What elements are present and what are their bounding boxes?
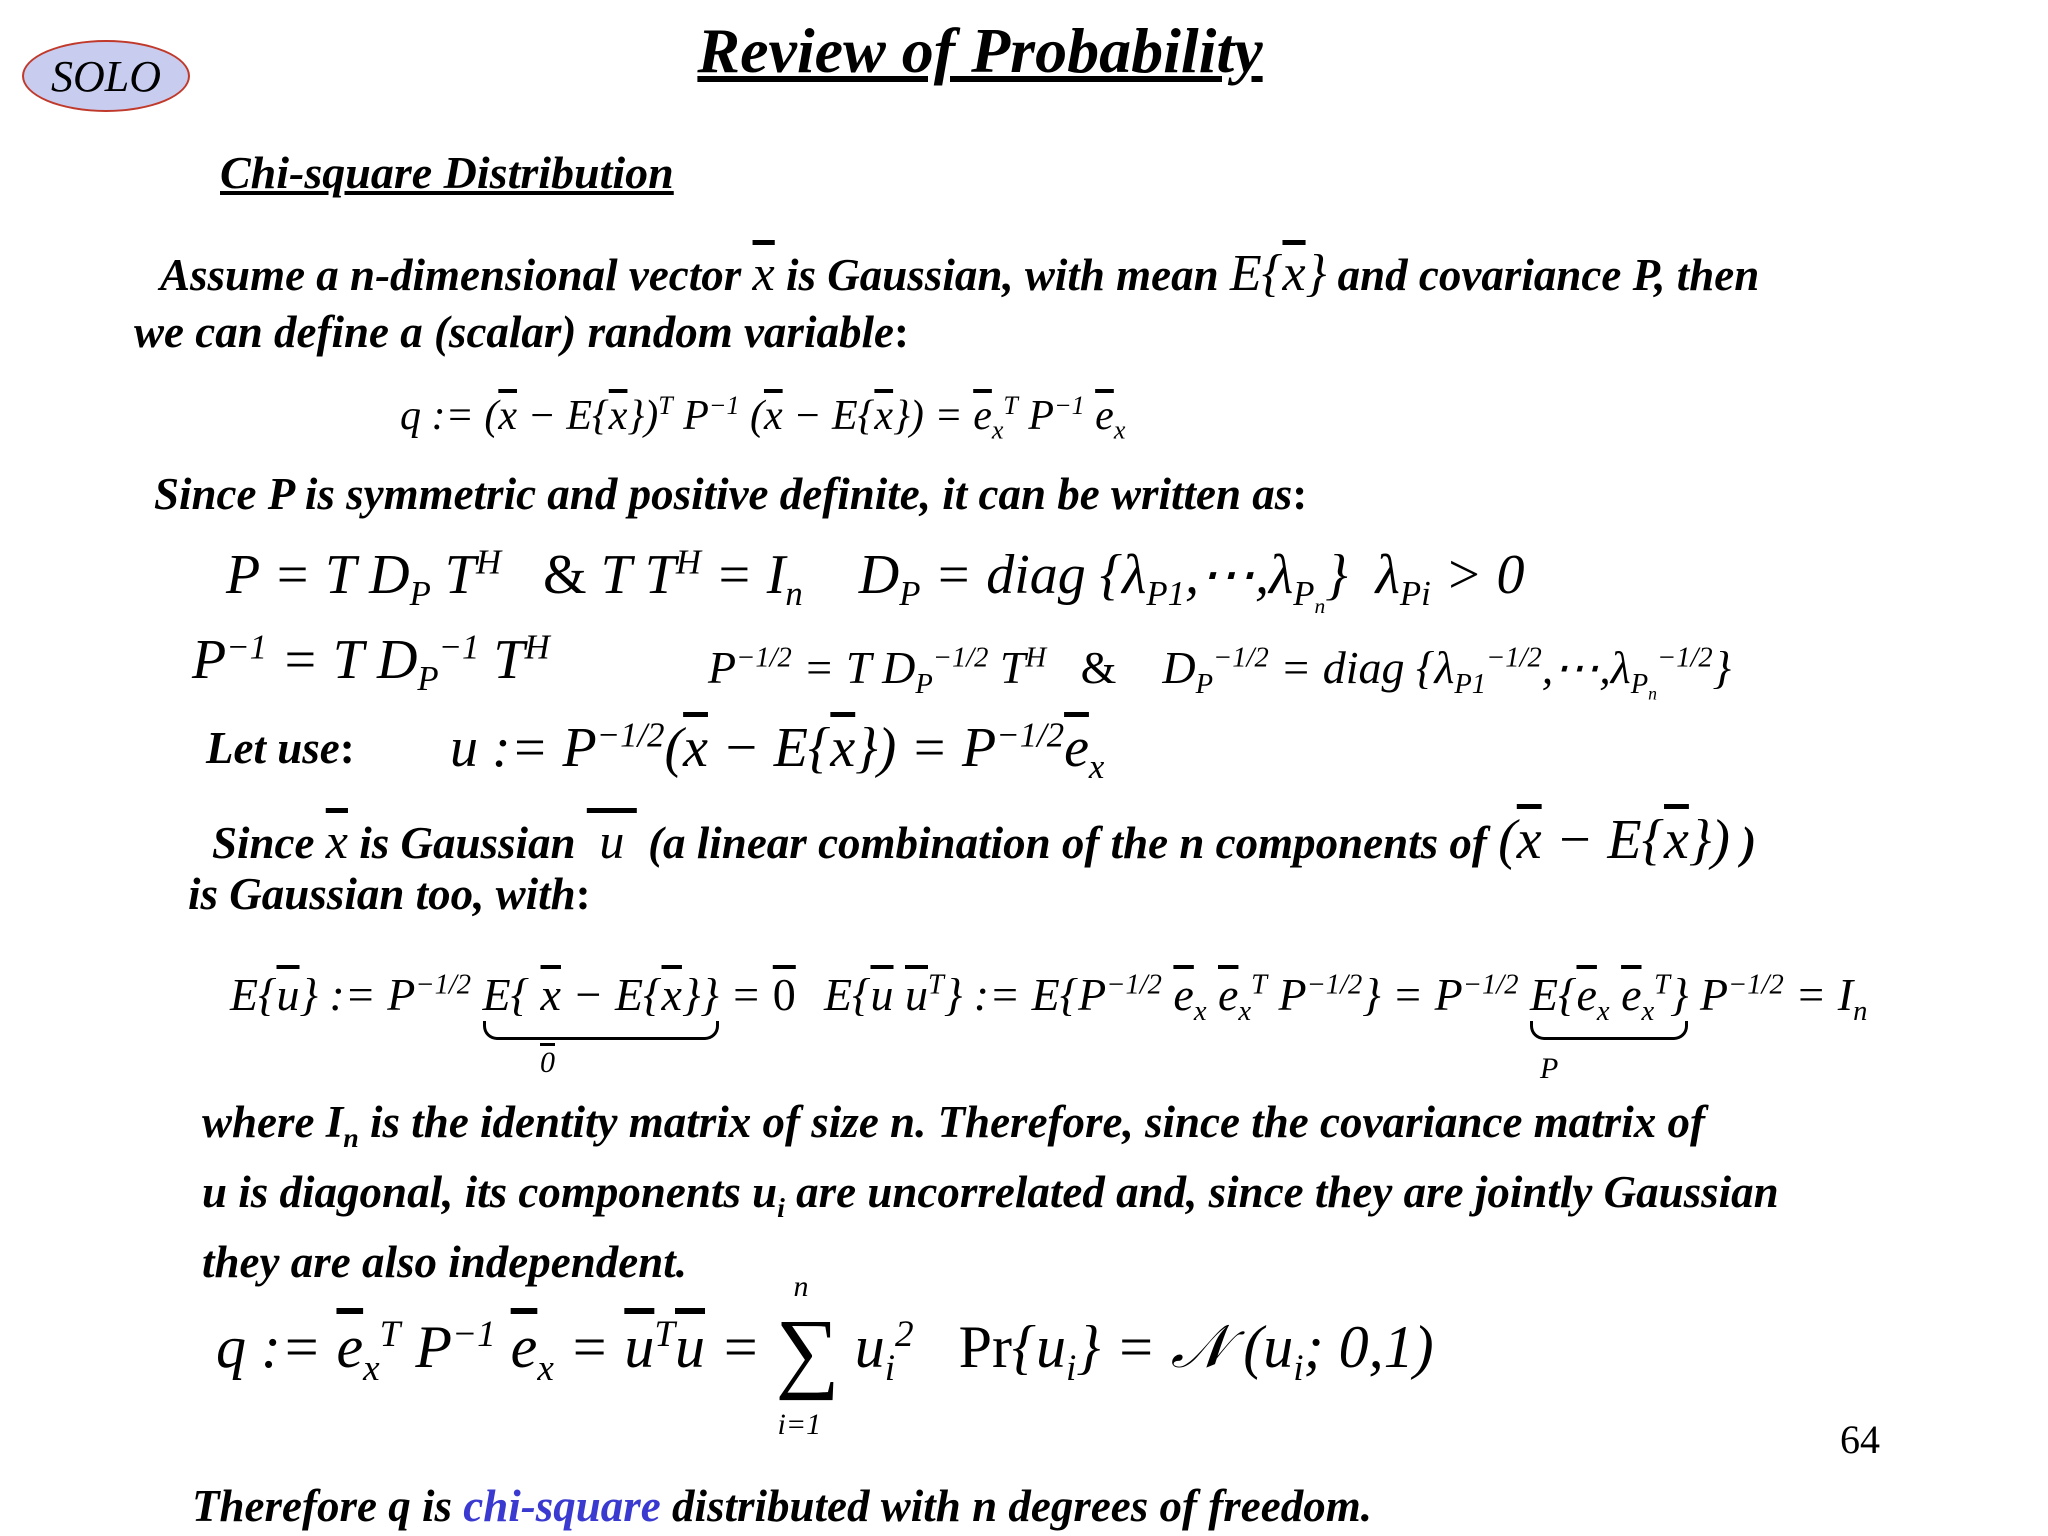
- text-uncorrelated: are uncorrelated and, since they are jointly Gaussian: [784, 1167, 1779, 1217]
- equation-q-sum: q := $\overline{e}_x^T$ $P^{-1}$ $\overline{e}_x = \overline{u}^T\overline{u}$ = ∑ n i=1 $u_i^2$ $Pr\{u_i\}$ = 𝒩 ($u_i$; 0,1): [216, 1270, 1434, 1441]
- text-where: where I: [202, 1097, 344, 1147]
- math-x-minus-mean: $(\overline{x} - E\{\overline{x}\})$: [1498, 809, 1730, 871]
- equation-q-definition: q := $(\overline{x} - E\{\overline{x}\})^T$ $P^{-1}$ $(\overline{x} - E\{\overline{x}\}) = \overline{e}_x^T$ $P^{-1}$ $\overline{e}_x$: [400, 391, 1126, 445]
- text-degrees-freedom: distributed with n degrees of freedom.: [660, 1481, 1372, 1531]
- text-sub-i: i: [777, 1193, 785, 1224]
- text-chi-square: chi-square: [463, 1481, 661, 1531]
- text-assume: Assume a n-dimensional vector: [160, 250, 742, 300]
- page-number: 64: [1840, 1417, 1880, 1462]
- paragraph-where-line1: [202, 1096, 1705, 1154]
- text-therefore: Therefore q is: [192, 1481, 464, 1531]
- equation-u-definition: u := $P^{-1/2}(\overline{x} - E\{\overline{x}\}) = P^{-1/2}\overline{e}_x$: [450, 715, 1105, 787]
- text-independent: they are also independent.: [202, 1237, 687, 1287]
- equation-inverse: $P^{-1} = T$ $D_P^{-1}$ $T^H$: [192, 627, 550, 699]
- section-subtitle: Chi-square Distribution: [220, 147, 674, 198]
- paragraph-where-line2: [202, 1166, 1779, 1224]
- text-sub-n: n: [343, 1123, 359, 1154]
- math-x-bar: $\overline{x}$: [752, 245, 775, 301]
- equation-mean-u: $E\{\overline{u}\}$ := $P^{-1/2}$ E{ $\overline{x} - E\{\overline{x}\}$} = 0: [230, 968, 796, 1021]
- page-title: Review of Probability: [697, 15, 1263, 86]
- text-symmetric: Since P is symmetric and positive definite, it can be written as: [154, 469, 1293, 519]
- paragraph-conclusion: [192, 1480, 1372, 1532]
- math-x-bar-2: $\overline{x}$: [325, 813, 348, 869]
- paragraph-let-use: Let use:: [206, 723, 355, 773]
- text-close-paren: ): [1741, 818, 1757, 868]
- text-identity: is the identity matrix of size n. Therefore, since the covariance matrix of: [358, 1097, 1705, 1147]
- equation-decomposition: P = T $D_P$ $T^H$ & T $T^H = I_n$ $D_P$ = diag $\{\lambda_{P1},\cdots,\lambda_{P_n}\} \lambda_{Pi} > 0$: [226, 542, 1525, 619]
- text-linear-combination: (a linear combination of the n components of: [648, 818, 1487, 868]
- text-define: we can define a (scalar) random variable: [134, 307, 894, 357]
- equation-covariance-u: $E\{\overline{u}$ $\overline{u}^T$} := $E\{P^{-1/2}$ $\overline{e}_x$ $\overline{e}_x^T$ $P^{-1/2}\} = P^{-1/2}$ $E\{\overline{e}_x$ $\overline{e}_x^T$} $P^{-1/2} = I_n$: [824, 968, 1867, 1021]
- math-u-bar: u: [586, 813, 637, 869]
- logo-text: SOLO: [50, 51, 162, 101]
- paragraph-symmetric: Since P is symmetric and positive definite, it can be written as:: [154, 469, 1308, 519]
- paragraph-where-line3: [202, 1236, 687, 1288]
- underbrace-label-p: P: [1540, 1052, 1559, 1085]
- math-expectation-x: $E\{\overline{x}\}$: [1229, 245, 1327, 302]
- text-since: Since: [212, 818, 315, 868]
- text-diagonal: u is diagonal, its components u: [202, 1167, 778, 1217]
- paragraph-since-gaussian: [212, 808, 1756, 872]
- paragraph-assume: [160, 244, 1759, 303]
- paragraph-gaussian-too: is Gaussian too, with:: [188, 869, 591, 919]
- text-gaussian-too: is Gaussian too, with: [188, 869, 576, 919]
- text-covariance: and covariance P, then: [1337, 250, 1760, 300]
- text-is-gaussian: is Gaussian, with mean: [786, 250, 1219, 300]
- underbrace-label-zero: 0: [540, 1046, 555, 1079]
- text-let-use: Let use: [206, 723, 340, 773]
- equation-inverse-sqrt: $P^{-1/2} = T$ $D_P^{-1/2}$ $T^H$ & $D_P^{-1/2}$ = diag $\{\lambda_{P1}^{-1/2},\cdots,\lambda_{P_n}^{-1/2}\}$: [708, 642, 1732, 704]
- paragraph-define: we can define a (scalar) random variable:: [134, 307, 909, 357]
- text-is-gaussian-2: is Gaussian: [359, 818, 576, 868]
